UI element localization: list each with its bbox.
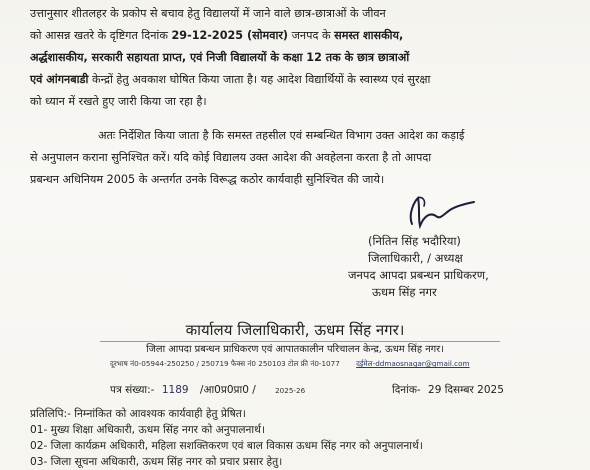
- letter-number: 1189: [161, 384, 189, 396]
- office-subtitle: जिला आपदा प्रबन्धन प्राधिकरण एवं आपातकालीन परिचालन केन्द्र, ऊधम सिंह नगर।: [146, 344, 444, 355]
- body-line-2-mid: जनपद के: [291, 29, 331, 42]
- body-line-7: से अनुपालन कराना सुनिश्चित करें। यदि कोई विद्यालय उक्त आदेश की अवहेलना करता है तो आपदा: [30, 151, 432, 164]
- body-line-4: [30, 72, 430, 88]
- body-line-4-rest: केन्द्रों हेतु अवकाश घोषित किया जाता है। यह आदेश विद्यार्थियों के स्वास्थ्य एवं सुरक्षा: [91, 73, 431, 86]
- signatory-name: (नितिन सिंह भदौरिया): [368, 234, 461, 248]
- body-line-2-pre: को आसन्न खतरे के दृष्टिगत दिनांक: [30, 29, 168, 42]
- copy-item: 01- मुख्य शिक्षा अधिकारी, ऊधम सिंह नगर को अनुपालनार्थ।: [30, 424, 265, 436]
- copy-item: 02- जिला कार्यक्रम अधिकारी, महिला सशक्तिकरण एवं बाल विकास ऊधम सिंह नगर को अनुपालनार्थ।: [30, 440, 423, 452]
- body-line-3: अर्द्धशासकीय, सरकारी सहायता प्राप्त, एवं निजी विद्यालयों के कक्षा 12 तक के छात्र छात्राओं: [30, 51, 410, 64]
- body-line-1: उत्तानुसार शीतलहर के प्रकोप से बचाव हेतु विद्यालयों में जाने वाले छात्र-छात्राओं के जीवन: [30, 7, 386, 20]
- body-line-5: को ध्यान में रखते हुए जारी किया जा रहा है।: [30, 95, 207, 108]
- copy-heading: प्रतिलिपि:- निम्नांकित को आवश्यक कार्यवाही हेतु प्रेषित।: [30, 408, 246, 420]
- signatory-title: जिलाधिकारी, / अध्यक्ष: [368, 251, 463, 265]
- body-line-4-bold: एवं आंगनबाडी: [30, 73, 89, 86]
- office-title: कार्यालय जिलाधिकारी, ऊधम सिंह नगर।: [185, 321, 405, 339]
- body-line-2: [30, 28, 403, 44]
- signature: [400, 192, 480, 232]
- signature-block: [348, 233, 562, 301]
- office-contact: [110, 356, 470, 372]
- date-label: दिनांक-: [392, 384, 421, 396]
- letter-no-label: पत्र संख्या:-: [110, 384, 155, 396]
- body-line-8: प्रबन्धन अधिनियम 2005 के अन्तर्गत उनके विरूद्ध कठोर कार्यवाही सुनिश्चित की जाये।: [30, 173, 385, 186]
- contact-numbers: दूरभाष नं0-05944-250250 / 250719 फैक्स नं0 250103 टोल फ्री नं0-1077: [110, 359, 340, 368]
- letter-year: 2025-26: [275, 386, 306, 395]
- body-line-2-bold2: समस्त शासकीय,: [334, 29, 404, 42]
- letter-suffix: /आ0प्र0प्रा0 /: [199, 384, 256, 396]
- office-email[interactable]: दईमेल-ddmaosnagar@gmail.com: [356, 359, 470, 368]
- date-value: 29 दिसम्बर 2025: [428, 384, 504, 396]
- holiday-date: 29-12-2025 (सोमवार): [171, 29, 289, 42]
- body-line-6: अतः निर्देशित किया जाता है कि समस्त तहसील एवं सम्बन्धित विभाग उक्त आदेश का कड़ाई: [98, 129, 465, 142]
- letter-date: [392, 382, 504, 398]
- copy-item: 03- जिला सूचना अधिकारी, ऊधम सिंह नगर को प्रचार प्रसार हेतु।: [30, 456, 283, 468]
- signatory-place: ऊधम सिंह नगर: [372, 285, 437, 299]
- signatory-org: जनपद आपदा प्रबन्धन प्राधिकरण,: [348, 268, 489, 282]
- letter-reference: [110, 382, 305, 399]
